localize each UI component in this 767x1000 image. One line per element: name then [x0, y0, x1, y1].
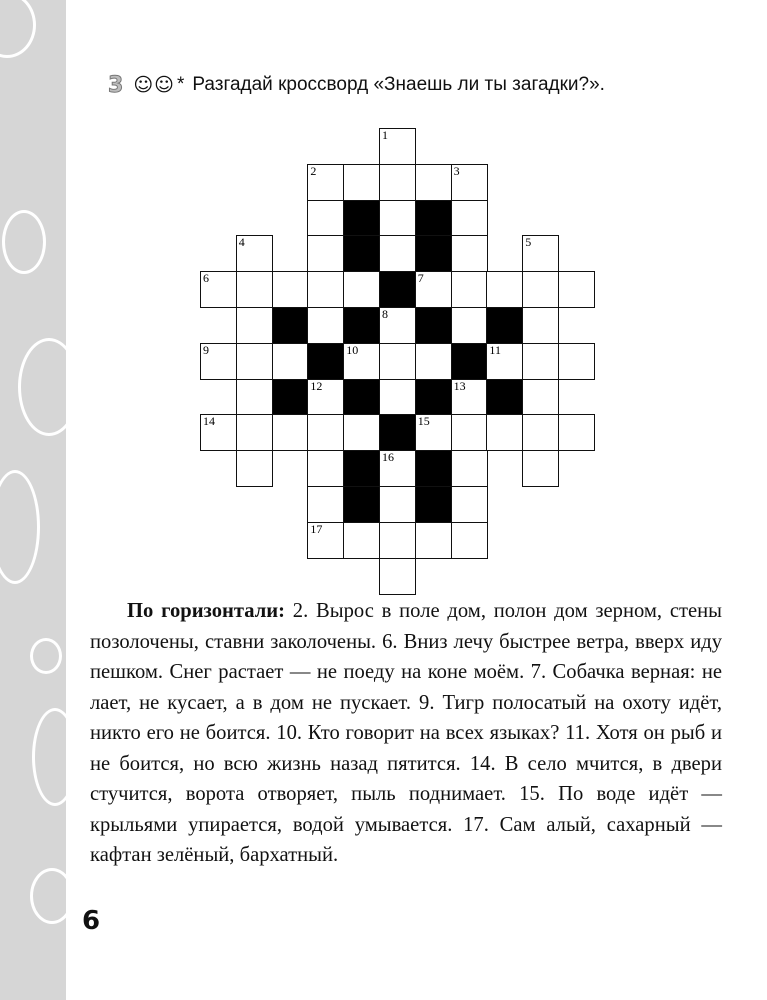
crossword-cell[interactable] [379, 307, 416, 344]
crossword-cell[interactable] [272, 414, 309, 451]
crossword-cell[interactable] [451, 307, 488, 344]
crossword-cell[interactable] [379, 558, 416, 595]
clue-number: 9 [203, 342, 209, 357]
clue-number: 4 [238, 235, 245, 250]
crossword-block [379, 271, 416, 308]
crossword-block [415, 379, 452, 416]
crossword-cell[interactable] [236, 343, 273, 380]
clue-number: 6 [203, 271, 209, 286]
crossword-cell[interactable] [558, 271, 595, 308]
crossword-cell[interactable] [522, 450, 559, 487]
crossword-cell[interactable] [307, 307, 344, 344]
clue-number: 15 [417, 414, 430, 429]
decorative-ring [30, 638, 62, 674]
clues-paragraph [90, 596, 722, 871]
crossword-block [415, 200, 452, 237]
crossword-block [343, 486, 380, 523]
clue-number: 16 [382, 450, 394, 465]
crossword-block [451, 343, 488, 380]
crossword-cell[interactable] [307, 164, 344, 201]
crossword-block [272, 379, 309, 416]
crossword-cell[interactable] [379, 450, 416, 487]
crossword-cell[interactable] [451, 200, 488, 237]
crossword-cell[interactable] [236, 450, 273, 487]
crossword-cell[interactable] [236, 414, 273, 451]
crossword-cell[interactable] [451, 379, 488, 416]
clue-number: 11 [489, 342, 501, 357]
crossword-cell[interactable] [236, 379, 273, 416]
crossword-cell[interactable] [200, 414, 237, 451]
crossword-block [486, 307, 523, 344]
crossword-cell[interactable] [451, 164, 488, 201]
crossword-cell[interactable] [451, 271, 488, 308]
crossword-cell[interactable] [200, 343, 237, 380]
crossword-cell[interactable] [522, 379, 559, 416]
crossword-block [272, 307, 309, 344]
clue-number: 17 [310, 521, 323, 536]
crossword-cell[interactable] [415, 522, 452, 559]
crossword-cell[interactable] [379, 522, 416, 559]
crossword-block [343, 307, 380, 344]
crossword-cell[interactable] [379, 128, 416, 165]
crossword-cell[interactable] [272, 271, 309, 308]
crossword-cell[interactable] [379, 379, 416, 416]
crossword-cell[interactable] [558, 414, 595, 451]
crossword-cell[interactable] [343, 522, 380, 559]
crossword-cell[interactable] [486, 414, 523, 451]
clue-number: 2 [310, 163, 317, 178]
crossword-cell[interactable] [307, 200, 344, 237]
crossword-cell[interactable] [486, 343, 523, 380]
crossword-cell[interactable] [379, 486, 416, 523]
crossword-cell[interactable] [379, 164, 416, 201]
crossword-cell[interactable] [236, 271, 273, 308]
crossword-cell[interactable] [343, 164, 380, 201]
clue-number: 12 [310, 378, 323, 393]
crossword-cell[interactable] [343, 414, 380, 451]
crossword-cell[interactable] [486, 271, 523, 308]
crossword-cell[interactable] [379, 343, 416, 380]
clue-number: 14 [203, 414, 215, 429]
clue-number: 1 [382, 128, 388, 142]
clues-text: 2. Вырос в поле дом, полон дом зерном, стены позолочены, ставни заколочены. 6. Вниз лечу быстрее ветра, вверх иду пешком. Снег растает — не поеду на коне моём. 7. Собачка верная: не лает, не кусает, а в дом не пускает. 9. Тигр полосатый на охоту идёт, никто его не боится. 10. Кто говорит на всех языках? 11. Хотя он рыб и не боится, но всю жизнь назад пятится. 14. В село мчится, в двери стучится, ворота отворяет, пыль поднимает. 15. По воде идёт — крыльями упирается, водой умывается. 17. Сам алый, сахарный — кафтан зелёный, бархатный. [90, 600, 722, 866]
task-instruction: Разгадай кроссворд «Знаешь ли ты загадки?». [192, 74, 605, 95]
crossword-block [415, 235, 452, 272]
crossword-cell[interactable] [343, 271, 380, 308]
crossword-cell[interactable] [307, 235, 344, 272]
crossword-cell[interactable] [451, 235, 488, 272]
crossword-cell[interactable] [236, 307, 273, 344]
crossword-cell[interactable] [236, 235, 273, 272]
clue-number: 10 [346, 342, 359, 357]
crossword-cell[interactable] [415, 414, 452, 451]
crossword-block [343, 379, 380, 416]
crossword-cell[interactable] [379, 200, 416, 237]
clue-number: 5 [525, 235, 532, 250]
crossword-cell[interactable] [307, 414, 344, 451]
crossword-block [343, 450, 380, 487]
crossword-cell[interactable] [558, 343, 595, 380]
crossword-cell[interactable] [415, 343, 452, 380]
crossword-cell[interactable] [307, 271, 344, 308]
crossword-cell[interactable] [522, 343, 559, 380]
crossword-cell[interactable] [307, 522, 344, 559]
crossword-block [415, 450, 452, 487]
crossword-cell[interactable] [307, 450, 344, 487]
crossword-cell[interactable] [522, 307, 559, 344]
crossword-block [415, 307, 452, 344]
decorative-ring [32, 708, 66, 806]
clue-number: 3 [453, 163, 460, 178]
clue-number: 13 [453, 378, 466, 393]
asterisk-marker: * [176, 74, 185, 95]
crossword-cell[interactable] [343, 343, 380, 380]
crossword-block [415, 486, 452, 523]
decorative-ring [30, 868, 66, 924]
clues-heading: По горизонтали: [127, 600, 285, 622]
crossword-block [307, 343, 344, 380]
smiley-icon: ☺☺ [133, 74, 175, 96]
crossword-cell[interactable] [451, 450, 488, 487]
crossword-cell[interactable] [522, 414, 559, 451]
page-number: 6 [82, 906, 101, 936]
crossword-block [343, 200, 380, 237]
crossword-cell[interactable] [451, 414, 488, 451]
crossword-cell[interactable] [307, 486, 344, 523]
crossword-cell[interactable] [272, 343, 309, 380]
crossword-cell[interactable] [415, 271, 452, 308]
crossword-cell[interactable] [200, 271, 237, 308]
clue-number: 7 [417, 271, 424, 286]
clue-number: 8 [382, 307, 388, 321]
crossword-cell[interactable] [415, 164, 452, 201]
crossword-block [343, 235, 380, 272]
crossword-block [379, 414, 416, 451]
crossword-cell[interactable] [522, 271, 559, 308]
crossword-cell[interactable] [522, 235, 559, 272]
crossword-cell[interactable] [451, 522, 488, 559]
crossword-cell[interactable] [379, 235, 416, 272]
crossword-block [486, 379, 523, 416]
crossword-cell[interactable] [307, 379, 344, 416]
crossword-cell[interactable] [451, 486, 488, 523]
task-number: 3 [108, 72, 124, 98]
